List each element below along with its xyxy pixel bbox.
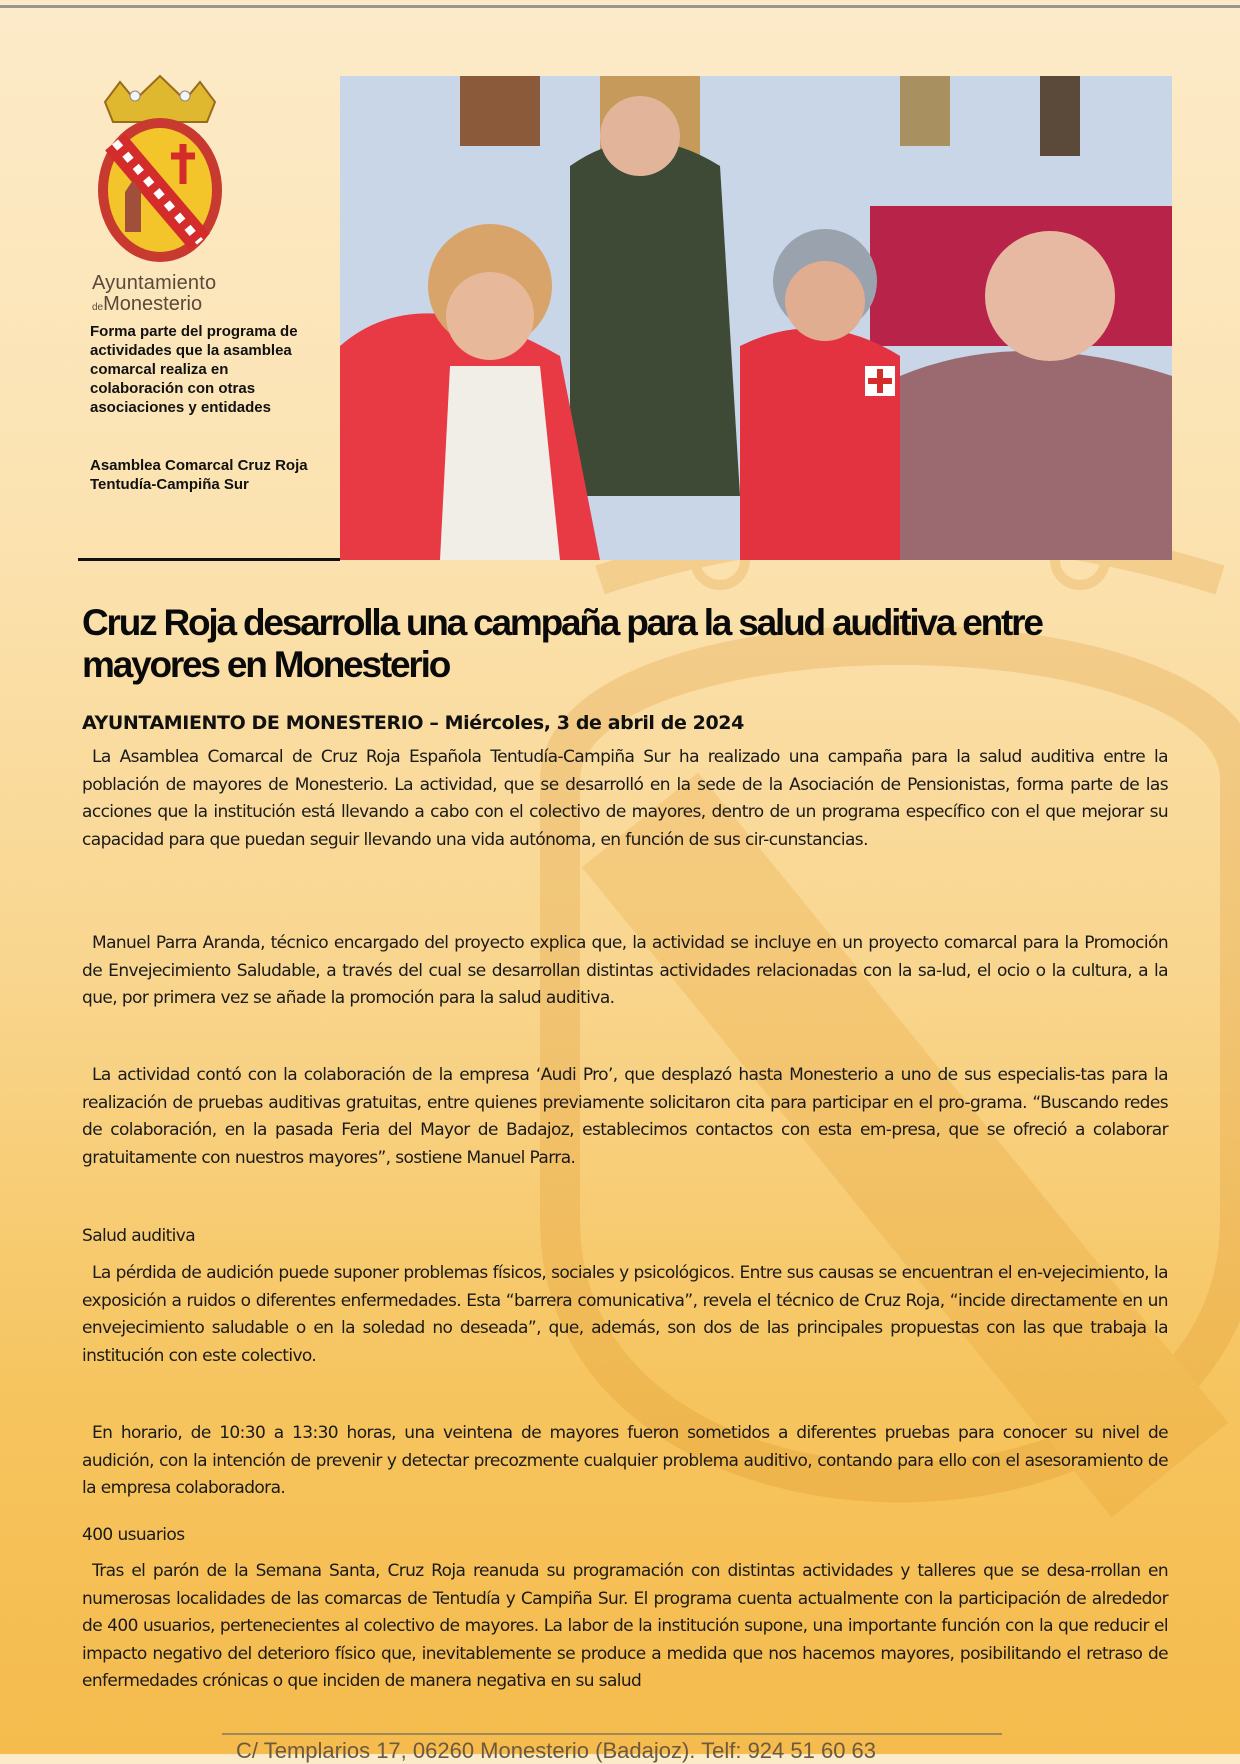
article-paragraph-5 (82, 1420, 1168, 1503)
paragraph-text: La actividad contó con la colaboración de la empresa ‘Audi Pro’, que desplazó hasta Monesterio a uno de sus especialis-tas para la realización de pruebas auditivas gratuitas, entre quienes previamente solicitaron cita para participar en el pro-grama. “Buscando redes de colaboración, en la pasada Feria del Mayor de Badajoz, establecimos contactos con esta em-presa, que se ofreció a colaborar gratuitamente con nuestros mayores”, sostiene Manuel Parra. (82, 1065, 1168, 1168)
subhead-400-usuarios: 400 usuarios (82, 1525, 185, 1545)
article-byline: AYUNTAMIENTO DE MONESTERIO – Miércoles, 3 de abril de 2024 (82, 712, 744, 734)
logo-line1: Ayuntamiento (92, 272, 217, 294)
painting-right (900, 76, 950, 146)
paragraph-text: Tras el parón de la Semana Santa, Cruz Roja reanuda su programación con distintas actividades y talleres que se desa-rrollan en numerosas localidades de las comarcas de Tentudía y Campiña Sur. El programa cuenta actualmente con la participación de alrededor de 400 usuarios, pertenecientes al colectivo de mayores. La labor de la institución supone, una importante función con la que reducir el impacto negativo del deterioro físico que, inevitablemente se produce a medida que nos hacemos mayores, posibilitando el retraso de enfermedades crónicas o que inciden de manera negativa en su salud (82, 1561, 1168, 1691)
article-paragraph-3 (82, 1062, 1168, 1172)
coat-of-arms-icon (85, 72, 235, 272)
article-paragraph-1 (82, 744, 1168, 854)
sidebar-note: Forma parte del programa de actividades que la asamblea comarcal realiza en colaboración con otras asociaciones y entidades (90, 323, 298, 416)
paragraph-text: Manuel Parra Aranda, técnico encargado del proyecto explica que, la actividad se incluye en un proyecto comarcal para la Promoción de Envejecimiento Saludable, a través del cual se desarrollan distintas actividades relacionadas con la sa-lud, el ocio o la cultura, a la que, por primera vez se añade la promoción para la salud auditiva. (82, 933, 1168, 1008)
footer-address: C/ Templarios 17, 06260 Monesterio (Badajoz). Telf: 924 51 60 63 (236, 1738, 877, 1763)
sidebar-divider (78, 558, 340, 561)
subhead-salud-auditiva: Salud auditiva (82, 1226, 196, 1246)
paragraph-text: En horario, de 10:30 a 13:30 horas, una veintena de mayores fueron sometidos a diferentes pruebas para conocer su nivel de audición, con la intención de prevenir y detectar precozmente cualquier problema auditivo, contando para ello con el asesoramiento de la empresa colaboradora. (82, 1423, 1168, 1498)
logo-line2-small: de (92, 302, 104, 313)
sidebar-org: Asamblea Comarcal Cruz Roja Tentudía-Campiña Sur (90, 457, 308, 493)
footer-divider (222, 1733, 1002, 1735)
person-right (900, 351, 1172, 560)
person-standing (570, 141, 740, 496)
article-photo (340, 76, 1172, 560)
article-paragraph-2 (82, 930, 1168, 1013)
article-headline: Cruz Roja desarrolla una campaña para la salud auditiva entre mayores en Monesterio (82, 602, 1042, 685)
photo-illustration (340, 76, 1172, 560)
article-paragraph-4 (82, 1260, 1168, 1370)
paragraph-text: La Asamblea Comarcal de Cruz Roja Española Tentudía-Campiña Sur ha realizado una campaña para la salud auditiva entre la población de mayores de Monesterio. La actividad, que se desarrolló en la sede de la Asociación de Pensionistas, forma parte de las acciones que la institución está llevando a cabo con el colectivo de mayores, dentro de un programa específico con el que mejorar su capacidad para que puedan seguir llevando una vida autónoma, en función de sus cir-cunstancias. (82, 747, 1168, 850)
logo-line2-name: Monesterio (103, 293, 203, 315)
logo-line2 (92, 293, 202, 316)
article-paragraph-6 (82, 1558, 1168, 1696)
top-border (0, 5, 1240, 8)
paragraph-text: La pérdida de audición puede suponer problemas físicos, sociales y psicológicos. Entre sus causas se encuentran el en-vejecimiento, la exposición a ruidos o diferentes enfermedades. Esta “barrera comunicativa”, revela el técnico de Cruz Roja, “incide directamente en un envejecimiento saludable o en la soledad no deseada”, que, además, son dos de las principales propuestas con las que trabaja la institución con este colectivo. (82, 1263, 1168, 1366)
person-middle-right (740, 328, 900, 560)
painting-left (460, 76, 540, 146)
